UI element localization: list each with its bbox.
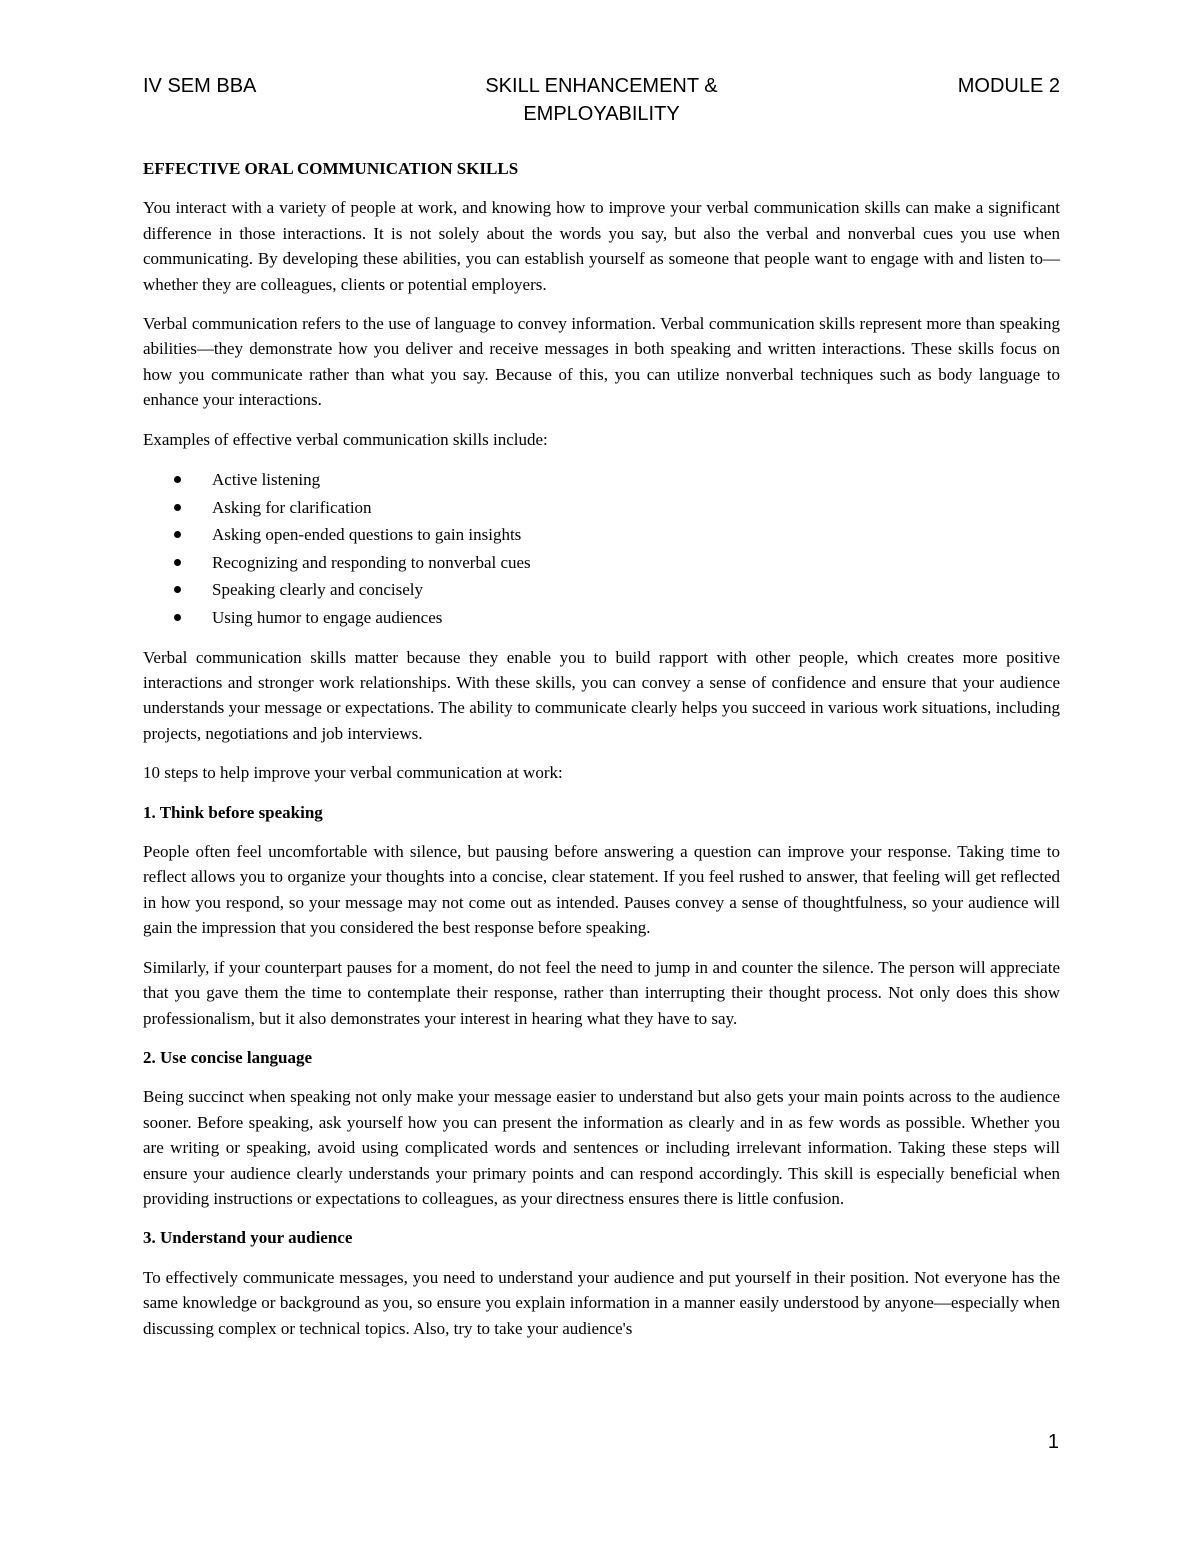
steps-lead-in: 10 steps to help improve your verbal communication at work:	[143, 763, 563, 783]
list-item-text: Asking open-ended questions to gain insights	[212, 525, 522, 545]
intro-paragraph: You interact with a variety of people at work, and knowing how to improve your verbal communication skills can make a significant difference in those interactions. It is not solely about the words you say, but also the verbal and nonverbal cues you use when communicating. By developing these abilities, you can establish yourself as someone that people want to engage with and listen to—whether they are colleagues, clients or potential employers.	[143, 198, 1060, 294]
step-paragraph: To effectively communicate messages, you need to understand your audience and put yourself in their position. Not everyone has the same knowledge or background as you, so ensure you explain information in a manner easily understood by anyone—especially when discussing complex or technical topics. Also, try to take your audience's	[143, 1267, 1060, 1338]
header-course-title	[443, 72, 760, 128]
page-header	[143, 72, 1060, 132]
list-item-text: Speaking clearly and concisely	[212, 580, 424, 600]
bullet-icon	[174, 559, 181, 566]
list-item-text: Recognizing and responding to nonverbal cues	[212, 552, 531, 572]
step-heading: 3. Understand your audience	[143, 1228, 353, 1248]
examples-lead-in: Examples of effective verbal communication skills include:	[143, 429, 548, 449]
header-module: MODULE 2	[957, 75, 1060, 97]
header-semester: IV SEM BBA	[143, 75, 257, 97]
list-item	[143, 576, 1060, 604]
step-paragraph: Being succinct when speaking not only make your message easier to understand but also gets your main points across to the audience sooner. Before speaking, ask yourself how you can present the information as clearly and in as few words as possible. Whether you are writing or speaking, avoid using complicated words and sentences or including irrelevant information. Taking these steps will ensure your audience clearly understands your primary points and can respond accordingly. This skill is especially beneficial when providing instructions or expectations to colleagues, as your directness ensures there is little confusion.	[143, 1087, 1060, 1208]
examples-list	[143, 466, 1060, 632]
header-course-title-line2: EMPLOYABILITY	[523, 103, 680, 125]
bullet-icon	[174, 476, 181, 483]
list-item	[143, 604, 1060, 632]
list-item	[143, 549, 1060, 577]
body-paragraph: Verbal communication skills matter because they enable you to build rapport with other people, which creates more positive interactions and stronger work relationships. With these skills, you can convey a sense of confidence and ensure that your audience understands your message or expectations. The ability to communicate clearly helps you succeed in various work situations, including projects, negotiations and job interviews.	[143, 647, 1060, 743]
document-body	[143, 156, 1060, 1355]
step-paragraph: Similarly, if your counterpart pauses for a moment, do not feel the need to jump in and counter the silence. The person will appreciate that you gave them the time to contemplate their response, rather than interrupting their thought process. Not only does this show professionalism, but it also demonstrates your interest in hearing what they have to say.	[143, 957, 1060, 1028]
step-heading: 1. Think before speaking	[143, 802, 323, 822]
intro-paragraph: Verbal communication refers to the use of language to convey information. Verbal communication skills represent more than speaking abilities—they demonstrate how you deliver and receive messages in both speaking and written interactions. These skills focus on how you communicate rather than what you say. Because of this, you can utilize nonverbal techniques such as body language to enhance your interactions.	[143, 314, 1060, 410]
step-heading: 2. Use concise language	[143, 1047, 313, 1067]
bullet-icon	[174, 504, 181, 511]
document-title: EFFECTIVE ORAL COMMUNICATION SKILLS	[143, 159, 519, 178]
step-paragraph: People often feel uncomfortable with silence, but pausing before answering a question can improve your response. Taking time to reflect allows you to organize your thoughts into a concise, clear statement. If you feel rushed to answer, that feeling will get reflected in how you respond, so your message may not come out as intended. Pauses convey a sense of thoughtfulness, so your audience will gain the impression that you considered the best response before speaking.	[143, 842, 1060, 938]
page-number: 1	[1047, 1431, 1059, 1453]
list-item	[143, 494, 1060, 522]
bullet-icon	[174, 614, 181, 621]
header-course-title-line1: SKILL ENHANCEMENT &	[485, 75, 718, 97]
list-item-text: Active listening	[212, 470, 321, 490]
list-item-text: Using humor to engage audiences	[212, 608, 443, 628]
bullet-icon	[174, 531, 181, 538]
bullet-icon	[174, 586, 181, 593]
list-item-text: Asking for clarification	[212, 497, 372, 517]
list-item	[143, 521, 1060, 549]
list-item	[143, 466, 1060, 494]
